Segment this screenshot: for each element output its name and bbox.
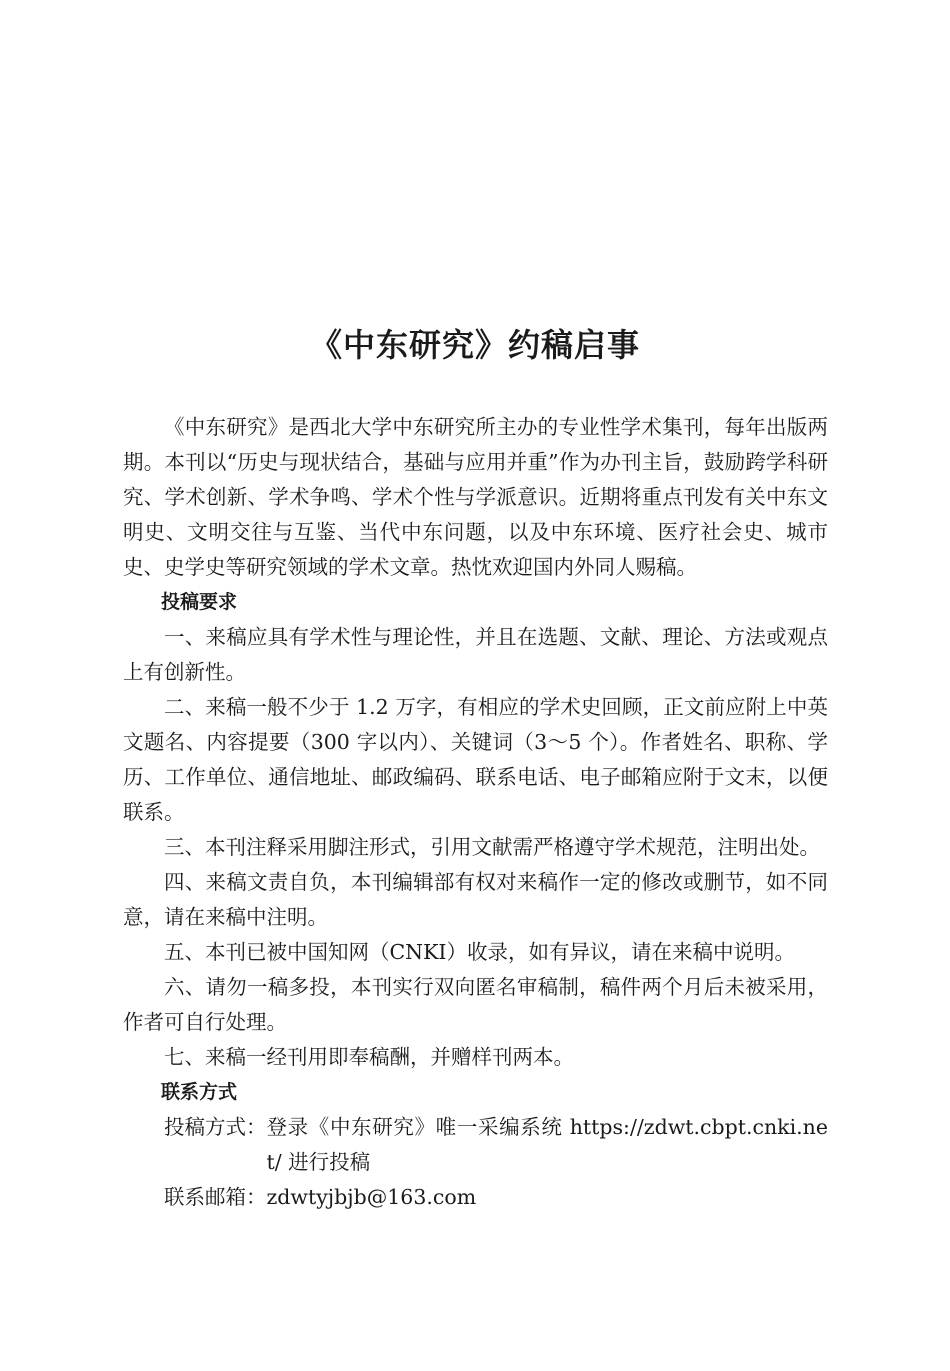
intro-paragraph: 《中东研究》是西北大学中东研究所主办的专业性学术集刊，每年出版两期。本刊以“历史与现状结合，基础与应用并重”作为办刊主旨，鼓励跨学科研究、学术创新、学术争鸣、学术个性与学派意识。近期将重点刊发有关中东文明史、文明交往与互鉴、当代中东问题，以及中东环境、医疗社会史、城市史、史学史等研究领域的学术文章。热忱欢迎国内外同人赐稿。 (123, 415, 828, 579)
requirement-item: 七、来稿一经刊用即奉稿酬，并赠样刊两本。 (164, 1045, 574, 1069)
contact-email-label: 联系邮箱： (164, 1185, 267, 1209)
requirement-item: 二、来稿一般不少于 1.2 万字，有相应的学术史回顾，正文前应附上中英文题名、内容提要（300 字以内）、关键词（3～5 个）。作者姓名、职称、学历、工作单位、通信地址、邮政编码、联系电话、电子邮箱应附于文末，以便联系。 (123, 695, 828, 824)
contact-email-row (123, 1180, 828, 1215)
requirement-item: 六、请勿一稿多投，本刊实行双向匿名审稿制，稿件两个月后未被采用，作者可自行处理。 (123, 975, 828, 1034)
requirement-item: 三、本刊注释采用脚注形式，引用文献需严格遵守学术规范，注明出处。 (164, 835, 820, 859)
requirement-item: 五、本刊已被中国知网（CNKI）收录，如有异议，请在来稿中说明。 (164, 940, 796, 964)
requirement-item: 一、来稿应具有学术性与理论性，并且在选题、文献、理论、方法或观点上有创新性。 (123, 625, 828, 684)
page-title: 《中东研究》约稿启事 (309, 326, 640, 365)
document-body (123, 410, 828, 1215)
submission-method-label: 投稿方式： (164, 1115, 267, 1139)
requirements-heading: 投稿要求 (161, 591, 238, 613)
contact-email-value: zdwtyjbjb@163.com (266, 1185, 477, 1209)
submission-method-value: 登录《中东研究》唯一采编系统 https://zdwt.cbpt.cnki.net/ 进行投稿 (266, 1115, 828, 1174)
submission-method-row (123, 1110, 828, 1180)
contact-heading: 联系方式 (161, 1081, 238, 1103)
requirement-item: 四、来稿文责自负，本刊编辑部有权对来稿作一定的修改或删节，如不同意，请在来稿中注明。 (123, 870, 828, 929)
